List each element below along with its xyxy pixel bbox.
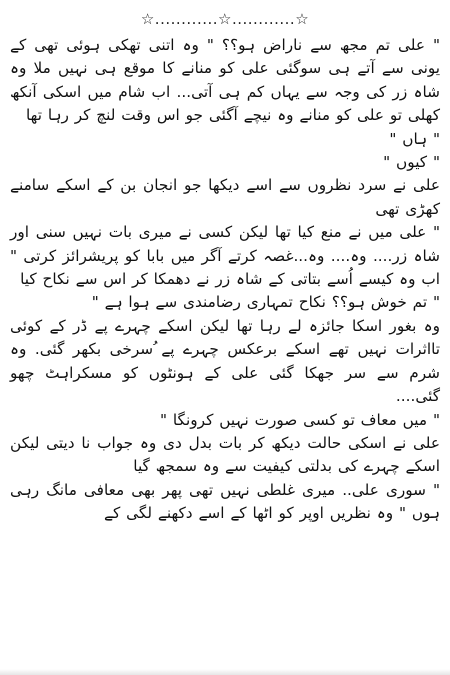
story-text: [10, 34, 440, 526]
paragraph: " ہاں ": [389, 129, 440, 148]
paragraph: " میں معاف تو کسی صورت نہیں کرونگا ": [160, 410, 440, 429]
paragraph: وہ بغور اسکا جائزہ لے رہا تھا لیکن اسکے چہرے پے ڈر کے کوئی تااثرات نہیں تھے اسکے برعکس چہرے پے ُسرخی بکھر گئی. وہ شرم سے سر جھکا گئی علی کے ہونٹوں کو مسکراہٹ چھو گئی....: [10, 316, 440, 406]
paragraph: " سوری علی.. میری غلطی نہیں تھی پھر بھی معافی مانگ رہی ہوں " وہ نظریں اوپر کو اٹھا کے اسے دکھنے لگی کے: [10, 480, 440, 523]
paragraph: علی نے اسکی حالت دیکھ کر بات بدل دی وہ جواب نا دیتی لیکن اسکے چہرے کی بدلتی کیفیت سے وہ سمجھ گیا: [10, 433, 440, 476]
paragraph: علی نے سرد نظروں سے اسے دیکھا جو انجان بن کے اسکے سامنے کھڑی تھی: [10, 176, 440, 218]
section-divider: ☆............☆............☆: [140, 10, 310, 28]
paragraph: " کیوں ": [383, 153, 440, 172]
page-bottom-edge: [0, 669, 450, 675]
paragraph: " علی میں نے منع کیا تھا لیکن کسی نے میری بات نہیں سنی اور شاہ زر.... وہ.... وہ...غصہ کرتے آگر میں بابا کو پریشرائز کرتی " اب وہ کیسے اُسے بتاتی کے شاہ زر نے دھمکا کر اس سے نکاح کیا: [10, 223, 440, 289]
paragraph: " علی تم مجھ سے ناراض ہو؟؟ " وہ اتنی تھکی ہوئی تھی کے یونی سے آتے ہی سوگئی علی کو منانے کا موقع ہی نہیں ملا وہ شاہ زر کی وجہ سے یہاں کم ہی آتی... اب شام میں اسکی آنکھ کھلی تو علی کو منانے وہ نیچے آگئی جو اس وقت لنچ کر رہا تھا: [10, 36, 440, 125]
paragraph: " تم خوش ہو؟؟ نکاح تمہاری رضامندی سے ہوا ہے ": [91, 293, 440, 312]
